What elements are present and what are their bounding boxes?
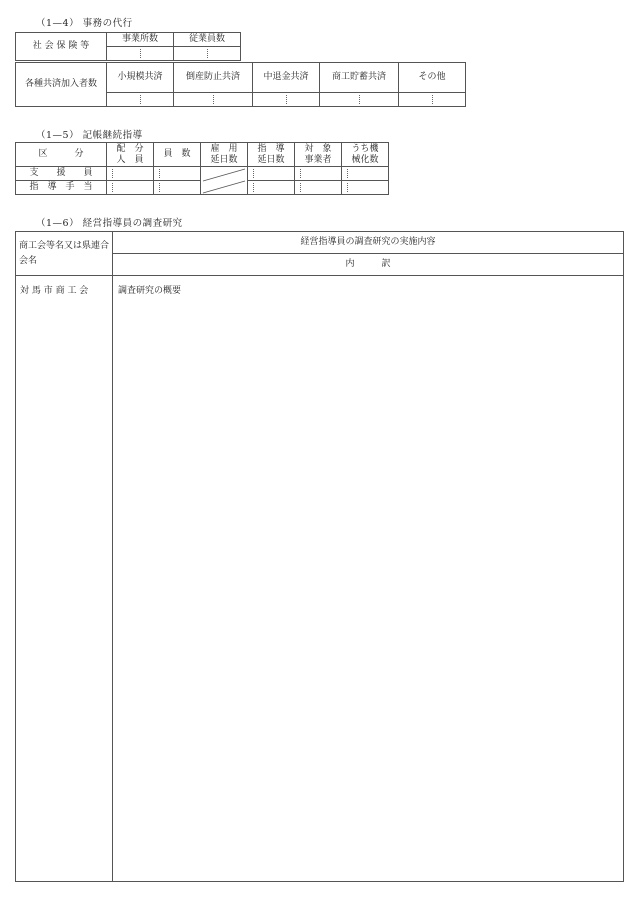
- row-label-shien: 支 援 員: [16, 167, 107, 181]
- cell-shien-haibun[interactable]: [107, 167, 154, 181]
- cell-kyosai-2[interactable]: [253, 93, 320, 107]
- col-taisho: 対 象 事業者: [295, 143, 342, 167]
- table-chosa-kenkyu: [15, 231, 624, 882]
- diagonal-line: [201, 167, 247, 195]
- cell-kyosai-4[interactable]: [399, 93, 466, 107]
- cell-jugyoin-value[interactable]: [174, 47, 241, 61]
- col-jigyosho: 事業所数: [107, 33, 174, 47]
- col-haibun: 配 分 人 員: [107, 143, 154, 167]
- col-kyosai-3: 商工貯蓄共済: [320, 63, 399, 93]
- section-title-1-5: （1—5） 記帳継続指導: [36, 130, 143, 141]
- body-shokokai-name: 対 馬 市 商 工 会: [16, 276, 113, 882]
- col-kyosai-2: 中退金共済: [253, 63, 320, 93]
- col-inzu: 員 数: [154, 143, 201, 167]
- head-shokokai-name: 商工会等名又は県連合会名: [16, 232, 113, 276]
- row-label-shakai-hoken: 社 会 保 険 等: [16, 33, 107, 61]
- col-jugyoin: 従業員数: [174, 33, 241, 47]
- row-label-teate: 指 導 手 当: [16, 181, 107, 195]
- section-title-1-4: （1—4） 事務の代行: [36, 18, 133, 29]
- row-label-kyosai: 各種共済加入者数: [16, 63, 107, 107]
- head-uchiwake: 内 訳: [113, 254, 624, 276]
- cell-teate-inzu[interactable]: [154, 181, 201, 195]
- col-koyo: 雇 用 延日数: [201, 143, 248, 167]
- cell-teate-kikai[interactable]: [342, 181, 389, 195]
- cell-kyosai-3[interactable]: [320, 93, 399, 107]
- col-kyosai-4: その他: [399, 63, 466, 93]
- table-kicho-shido: [15, 142, 389, 195]
- cell-shien-taisho[interactable]: [295, 167, 342, 181]
- table-kyosai: [15, 62, 466, 107]
- col-kikai: うち機 械化数: [342, 143, 389, 167]
- head-jisshi-naiyo: 経営指導員の調査研究の実施内容: [113, 232, 624, 254]
- cell-shien-kikai[interactable]: [342, 167, 389, 181]
- cell-teate-taisho[interactable]: [295, 181, 342, 195]
- cell-koyo-diagonal: [201, 167, 248, 195]
- cell-shien-inzu[interactable]: [154, 167, 201, 181]
- cell-teate-haibun[interactable]: [107, 181, 154, 195]
- col-kubun: 区 分: [16, 143, 107, 167]
- cell-jigyosho-value[interactable]: [107, 47, 174, 61]
- cell-shien-shido[interactable]: [248, 167, 295, 181]
- col-kyosai-0: 小規模共済: [107, 63, 174, 93]
- cell-kyosai-0[interactable]: [107, 93, 174, 107]
- col-shido: 指 導 延日数: [248, 143, 295, 167]
- body-chosa-gaiyo[interactable]: 調査研究の概要: [113, 276, 624, 882]
- cell-teate-shido[interactable]: [248, 181, 295, 195]
- col-kyosai-1: 倒産防止共済: [174, 63, 253, 93]
- section-title-1-6: （1—6） 経営指導員の調査研究: [36, 218, 183, 229]
- cell-kyosai-1[interactable]: [174, 93, 253, 107]
- table-jimu-daiko: [15, 32, 241, 61]
